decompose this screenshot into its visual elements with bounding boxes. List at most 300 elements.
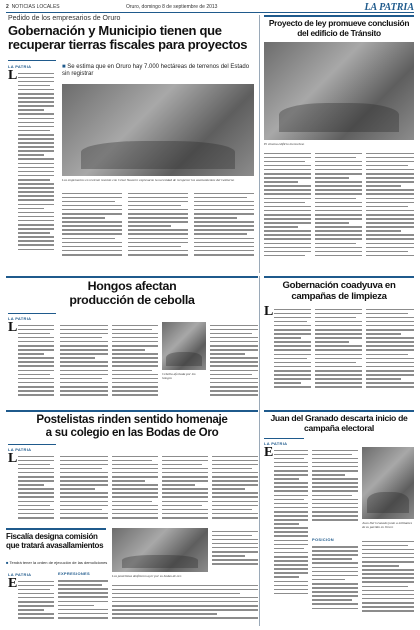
text-line bbox=[362, 553, 414, 555]
text-line bbox=[62, 201, 115, 203]
limpieza-column-1 bbox=[264, 306, 311, 402]
text-line bbox=[274, 478, 298, 480]
postelistas-top-rule bbox=[6, 410, 258, 412]
text-line bbox=[274, 317, 311, 319]
text-line bbox=[212, 513, 258, 515]
fiscalia-top-rule bbox=[6, 528, 106, 530]
text-line bbox=[62, 209, 122, 211]
text-line bbox=[366, 206, 408, 208]
text-line bbox=[264, 161, 305, 163]
text-line bbox=[162, 464, 202, 466]
page-number: 2 bbox=[6, 4, 9, 10]
text-line bbox=[362, 541, 414, 543]
text-line bbox=[60, 476, 108, 478]
text-line bbox=[162, 460, 208, 462]
text-line bbox=[264, 153, 311, 155]
text-line bbox=[18, 613, 54, 615]
text-line bbox=[212, 531, 258, 533]
text-line bbox=[18, 460, 54, 462]
body-text bbox=[362, 538, 414, 614]
body-text bbox=[112, 322, 158, 398]
limpieza-column-2 bbox=[315, 306, 362, 402]
text-line bbox=[366, 247, 414, 249]
body-text bbox=[315, 306, 362, 390]
text-line bbox=[58, 609, 108, 611]
text-line bbox=[18, 167, 54, 169]
text-line bbox=[274, 531, 308, 533]
text-line bbox=[274, 540, 308, 542]
text-line bbox=[60, 357, 95, 359]
cebolla-caption: Cebolla afectada por los hongos bbox=[162, 372, 196, 380]
text-line bbox=[312, 486, 358, 488]
text-line bbox=[312, 595, 358, 597]
body-text bbox=[212, 528, 258, 567]
granado-byline: LA PATRIA bbox=[264, 441, 288, 446]
cebolla-column-4 bbox=[210, 322, 258, 406]
text-line bbox=[194, 197, 247, 199]
postelistas-byline-rule bbox=[8, 444, 56, 445]
text-line bbox=[315, 321, 362, 323]
tierras-photo bbox=[62, 84, 254, 176]
text-line bbox=[18, 187, 54, 189]
text-line bbox=[315, 329, 362, 331]
text-line bbox=[62, 254, 122, 256]
text-line bbox=[212, 505, 258, 507]
text-line bbox=[362, 565, 399, 567]
text-line bbox=[18, 370, 54, 372]
text-line bbox=[366, 354, 408, 356]
text-line bbox=[212, 501, 258, 503]
text-line bbox=[18, 472, 54, 474]
postelistas-column-2 bbox=[60, 453, 108, 527]
text-line bbox=[362, 581, 414, 583]
text-line bbox=[112, 496, 158, 498]
text-line bbox=[18, 597, 54, 599]
text-line bbox=[18, 341, 54, 343]
limpieza-column-3 bbox=[366, 306, 414, 402]
granado-column-3 bbox=[312, 538, 358, 626]
text-line bbox=[312, 571, 358, 573]
body-text bbox=[312, 544, 358, 612]
text-line bbox=[128, 209, 188, 211]
text-line bbox=[315, 202, 362, 204]
text-line bbox=[274, 462, 308, 464]
text-line bbox=[274, 585, 308, 587]
text-line bbox=[366, 309, 414, 311]
transito-photo bbox=[264, 42, 414, 140]
text-line bbox=[315, 370, 362, 372]
text-line bbox=[112, 345, 158, 347]
text-line bbox=[128, 225, 171, 227]
text-line bbox=[366, 366, 414, 368]
text-line bbox=[112, 613, 217, 615]
text-line bbox=[315, 358, 362, 360]
bullet-icon: ■ bbox=[6, 560, 9, 565]
text-line bbox=[312, 462, 358, 464]
body-text bbox=[312, 447, 358, 523]
text-line bbox=[362, 561, 414, 563]
text-line bbox=[366, 169, 414, 171]
text-line bbox=[194, 229, 254, 231]
text-line bbox=[194, 246, 254, 248]
text-line bbox=[112, 480, 145, 482]
tierras-bullet-text: Se estima que en Oruro hay 7.000 hectáreas de terrenos del Estado sin registrar bbox=[62, 64, 250, 77]
transito-headline: Proyecto de ley promueve conclusión del edificio de Tránsito bbox=[268, 18, 410, 38]
text-line bbox=[60, 365, 108, 367]
text-line bbox=[162, 488, 208, 490]
transito-column-3 bbox=[366, 150, 414, 272]
text-line bbox=[212, 563, 258, 565]
text-line bbox=[264, 165, 311, 167]
text-line bbox=[18, 228, 54, 230]
text-line bbox=[62, 197, 122, 199]
text-line bbox=[274, 576, 298, 578]
text-line bbox=[212, 492, 258, 494]
text-line bbox=[362, 569, 414, 571]
page-header bbox=[6, 3, 414, 13]
text-line bbox=[58, 617, 108, 619]
text-line bbox=[315, 354, 362, 356]
text-line bbox=[366, 202, 414, 204]
text-line bbox=[312, 499, 358, 501]
tierras-caption: Los empresarios en reciente reunión con César Navarro expresaron la necesidad de recuperar los asentamientos del Gobierno bbox=[62, 178, 235, 182]
text-line bbox=[62, 193, 122, 195]
body-text bbox=[366, 150, 414, 259]
text-line bbox=[162, 505, 202, 507]
drop-cap: L bbox=[264, 306, 274, 319]
text-line bbox=[60, 505, 108, 507]
text-line bbox=[366, 210, 414, 212]
text-line bbox=[18, 345, 54, 347]
text-line bbox=[315, 177, 349, 179]
text-line bbox=[274, 507, 308, 509]
text-line bbox=[210, 357, 258, 359]
text-line bbox=[366, 218, 414, 220]
column-divider-lower bbox=[259, 276, 260, 626]
postelistas-headline bbox=[6, 414, 258, 439]
text-line bbox=[112, 517, 158, 519]
text-line bbox=[212, 472, 258, 474]
text-line bbox=[112, 378, 158, 380]
text-line bbox=[212, 468, 252, 470]
body-text bbox=[112, 453, 158, 521]
text-line bbox=[62, 217, 105, 219]
text-line bbox=[112, 513, 158, 515]
text-line bbox=[60, 501, 108, 503]
text-line bbox=[112, 325, 158, 327]
text-line bbox=[212, 551, 258, 553]
text-line bbox=[366, 321, 414, 323]
text-line bbox=[366, 337, 414, 339]
text-line bbox=[18, 476, 54, 478]
text-line bbox=[18, 220, 54, 222]
text-line bbox=[315, 247, 362, 249]
text-line bbox=[18, 171, 54, 173]
cebolla-byline: LA PATRIA bbox=[8, 316, 32, 321]
text-line bbox=[194, 238, 254, 240]
text-line bbox=[18, 232, 49, 234]
text-line bbox=[112, 492, 158, 494]
text-line bbox=[62, 229, 122, 231]
text-line bbox=[210, 341, 258, 343]
text-line bbox=[60, 353, 108, 355]
text-line bbox=[315, 341, 349, 343]
body-text bbox=[18, 70, 54, 253]
text-line bbox=[312, 603, 358, 605]
bullet-icon: ■ bbox=[62, 64, 66, 70]
text-line bbox=[18, 89, 54, 91]
text-line bbox=[112, 394, 158, 396]
text-line bbox=[162, 517, 208, 519]
text-line bbox=[362, 606, 414, 608]
text-line bbox=[60, 378, 102, 380]
text-line bbox=[194, 233, 247, 235]
text-line bbox=[18, 204, 54, 206]
text-line bbox=[62, 225, 122, 227]
text-line bbox=[312, 583, 358, 585]
text-line bbox=[315, 181, 362, 183]
text-line bbox=[315, 238, 362, 240]
postelistas-caption: Los postelistas desfilaron ayer por su bodas de oro bbox=[112, 574, 182, 578]
text-line bbox=[18, 589, 49, 591]
text-line bbox=[18, 224, 54, 226]
fiscalia-headline: Fiscalía designa comisión que tratará avasallamientos bbox=[6, 532, 104, 550]
text-line bbox=[264, 255, 305, 257]
text-line bbox=[366, 325, 414, 327]
text-line bbox=[62, 233, 122, 235]
text-line bbox=[18, 585, 54, 587]
text-line bbox=[18, 236, 54, 238]
text-line bbox=[212, 543, 258, 545]
text-line bbox=[162, 492, 208, 494]
text-line bbox=[274, 482, 308, 484]
text-line bbox=[366, 374, 414, 376]
text-line bbox=[60, 513, 108, 515]
text-line bbox=[312, 554, 358, 556]
body-text bbox=[274, 447, 308, 597]
text-line bbox=[112, 456, 158, 458]
text-line bbox=[274, 333, 311, 335]
text-line bbox=[18, 81, 54, 83]
text-line bbox=[274, 523, 298, 525]
text-line bbox=[274, 499, 304, 501]
text-line bbox=[18, 118, 54, 120]
postelistas-column-1 bbox=[8, 453, 54, 527]
granado-caption: Juan Del Granado junto a militantes de su partido en Oruro bbox=[362, 521, 413, 529]
text-line bbox=[18, 361, 54, 363]
text-line bbox=[128, 229, 188, 231]
text-line bbox=[274, 470, 308, 472]
text-line bbox=[315, 345, 362, 347]
text-line bbox=[18, 126, 54, 128]
text-line bbox=[18, 464, 49, 466]
tierras-column-3 bbox=[128, 190, 188, 268]
text-line bbox=[60, 472, 108, 474]
text-line bbox=[112, 484, 158, 486]
text-line bbox=[18, 138, 54, 140]
text-line bbox=[274, 527, 308, 529]
text-line bbox=[60, 382, 108, 384]
text-line bbox=[366, 329, 414, 331]
text-line bbox=[274, 366, 311, 368]
text-line bbox=[315, 230, 362, 232]
body-text bbox=[18, 453, 54, 521]
dateline: Oruro, domingo 8 de septiembre de 2013 bbox=[126, 4, 218, 10]
text-line bbox=[366, 161, 414, 163]
text-line bbox=[210, 349, 258, 351]
text-line bbox=[264, 181, 298, 183]
text-line bbox=[362, 545, 408, 547]
text-line bbox=[312, 490, 358, 492]
text-line bbox=[212, 496, 258, 498]
text-line bbox=[274, 548, 304, 550]
text-line bbox=[18, 249, 54, 251]
text-line bbox=[18, 130, 49, 132]
text-line bbox=[274, 556, 308, 558]
text-line bbox=[315, 317, 356, 319]
text-line bbox=[128, 254, 188, 256]
limpieza-top-rule bbox=[264, 276, 414, 278]
text-line bbox=[274, 321, 306, 323]
text-line bbox=[362, 602, 414, 604]
text-line bbox=[18, 183, 54, 185]
text-line bbox=[18, 179, 49, 181]
text-line bbox=[274, 466, 308, 468]
text-line bbox=[58, 580, 108, 582]
fiscalia-subhead: EXPRESIONES bbox=[58, 572, 90, 576]
tierras-byline: LA PATRIA bbox=[8, 64, 32, 69]
text-line bbox=[315, 161, 362, 163]
text-line bbox=[60, 349, 108, 351]
text-line bbox=[312, 579, 345, 581]
text-line bbox=[112, 476, 158, 478]
text-line bbox=[112, 357, 158, 359]
text-line bbox=[264, 177, 311, 179]
text-line bbox=[315, 333, 362, 335]
text-line bbox=[366, 193, 414, 195]
text-line bbox=[162, 509, 208, 511]
postelistas-column-4 bbox=[162, 453, 208, 527]
text-line bbox=[312, 466, 358, 468]
text-line bbox=[194, 225, 254, 227]
text-line bbox=[264, 189, 311, 191]
text-line bbox=[315, 255, 362, 257]
text-line bbox=[18, 496, 54, 498]
text-line bbox=[194, 217, 237, 219]
text-line bbox=[312, 575, 358, 577]
text-line bbox=[112, 349, 145, 351]
text-line bbox=[210, 378, 258, 380]
postelistas-column-5 bbox=[212, 453, 258, 527]
text-line bbox=[315, 157, 356, 159]
text-line bbox=[366, 386, 414, 388]
text-line bbox=[18, 134, 54, 136]
page-section bbox=[6, 4, 60, 10]
text-line bbox=[264, 218, 311, 220]
text-line bbox=[366, 243, 414, 245]
text-line bbox=[274, 454, 308, 456]
text-line bbox=[264, 238, 311, 240]
text-line bbox=[366, 378, 401, 380]
text-line bbox=[264, 214, 311, 216]
text-line bbox=[162, 484, 195, 486]
tierras-kicker: Pedido de los empresarios de Oruro bbox=[8, 15, 121, 22]
text-line bbox=[274, 386, 311, 388]
text-line bbox=[128, 217, 188, 219]
text-line bbox=[210, 329, 258, 331]
text-line bbox=[128, 246, 181, 248]
text-line bbox=[194, 250, 254, 252]
text-line bbox=[366, 185, 401, 187]
text-line bbox=[194, 209, 254, 211]
text-line bbox=[312, 458, 358, 460]
text-line bbox=[210, 337, 258, 339]
text-line bbox=[366, 341, 414, 343]
text-line bbox=[58, 605, 94, 607]
text-line bbox=[366, 222, 414, 224]
text-line bbox=[210, 394, 258, 396]
body-text bbox=[60, 453, 108, 521]
text-line bbox=[274, 564, 308, 566]
text-line bbox=[366, 370, 414, 372]
text-line bbox=[60, 484, 108, 486]
text-line bbox=[18, 337, 54, 339]
text-line bbox=[128, 250, 188, 252]
text-line bbox=[212, 517, 258, 519]
body-text bbox=[58, 578, 108, 621]
cebolla-headline bbox=[6, 280, 258, 307]
text-line bbox=[58, 613, 108, 615]
text-line bbox=[210, 374, 252, 376]
text-line bbox=[18, 492, 54, 494]
text-line bbox=[212, 476, 258, 478]
text-line bbox=[18, 93, 54, 95]
text-line bbox=[58, 596, 108, 598]
text-line bbox=[112, 501, 152, 503]
text-line bbox=[274, 370, 311, 372]
text-line bbox=[112, 468, 158, 470]
text-line bbox=[315, 193, 362, 195]
text-line bbox=[312, 450, 358, 452]
text-line bbox=[162, 501, 208, 503]
text-line bbox=[362, 598, 414, 600]
text-line bbox=[128, 242, 188, 244]
text-line bbox=[112, 341, 158, 343]
granado-subhead: POSICIÓN bbox=[312, 538, 334, 542]
text-line bbox=[264, 222, 311, 224]
body-text bbox=[62, 190, 122, 258]
body-text bbox=[315, 150, 362, 259]
text-line bbox=[58, 592, 108, 594]
fiscalia-byline: LA PATRIA bbox=[8, 572, 32, 577]
text-line bbox=[366, 251, 408, 253]
text-line bbox=[60, 386, 108, 388]
limpieza-headline: Gobernación coadyuva en campañas de limpieza bbox=[282, 280, 396, 302]
transito-caption: El cinema edificio inconcluso bbox=[264, 142, 305, 146]
text-line bbox=[18, 325, 54, 327]
text-line bbox=[366, 345, 414, 347]
text-line bbox=[366, 189, 414, 191]
text-line bbox=[274, 568, 308, 570]
text-line bbox=[315, 349, 362, 351]
text-line bbox=[112, 386, 158, 388]
text-line bbox=[62, 246, 122, 248]
text-line bbox=[112, 390, 158, 392]
text-line bbox=[274, 593, 308, 595]
text-line bbox=[366, 173, 414, 175]
text-line bbox=[315, 218, 362, 220]
text-line bbox=[312, 519, 358, 521]
